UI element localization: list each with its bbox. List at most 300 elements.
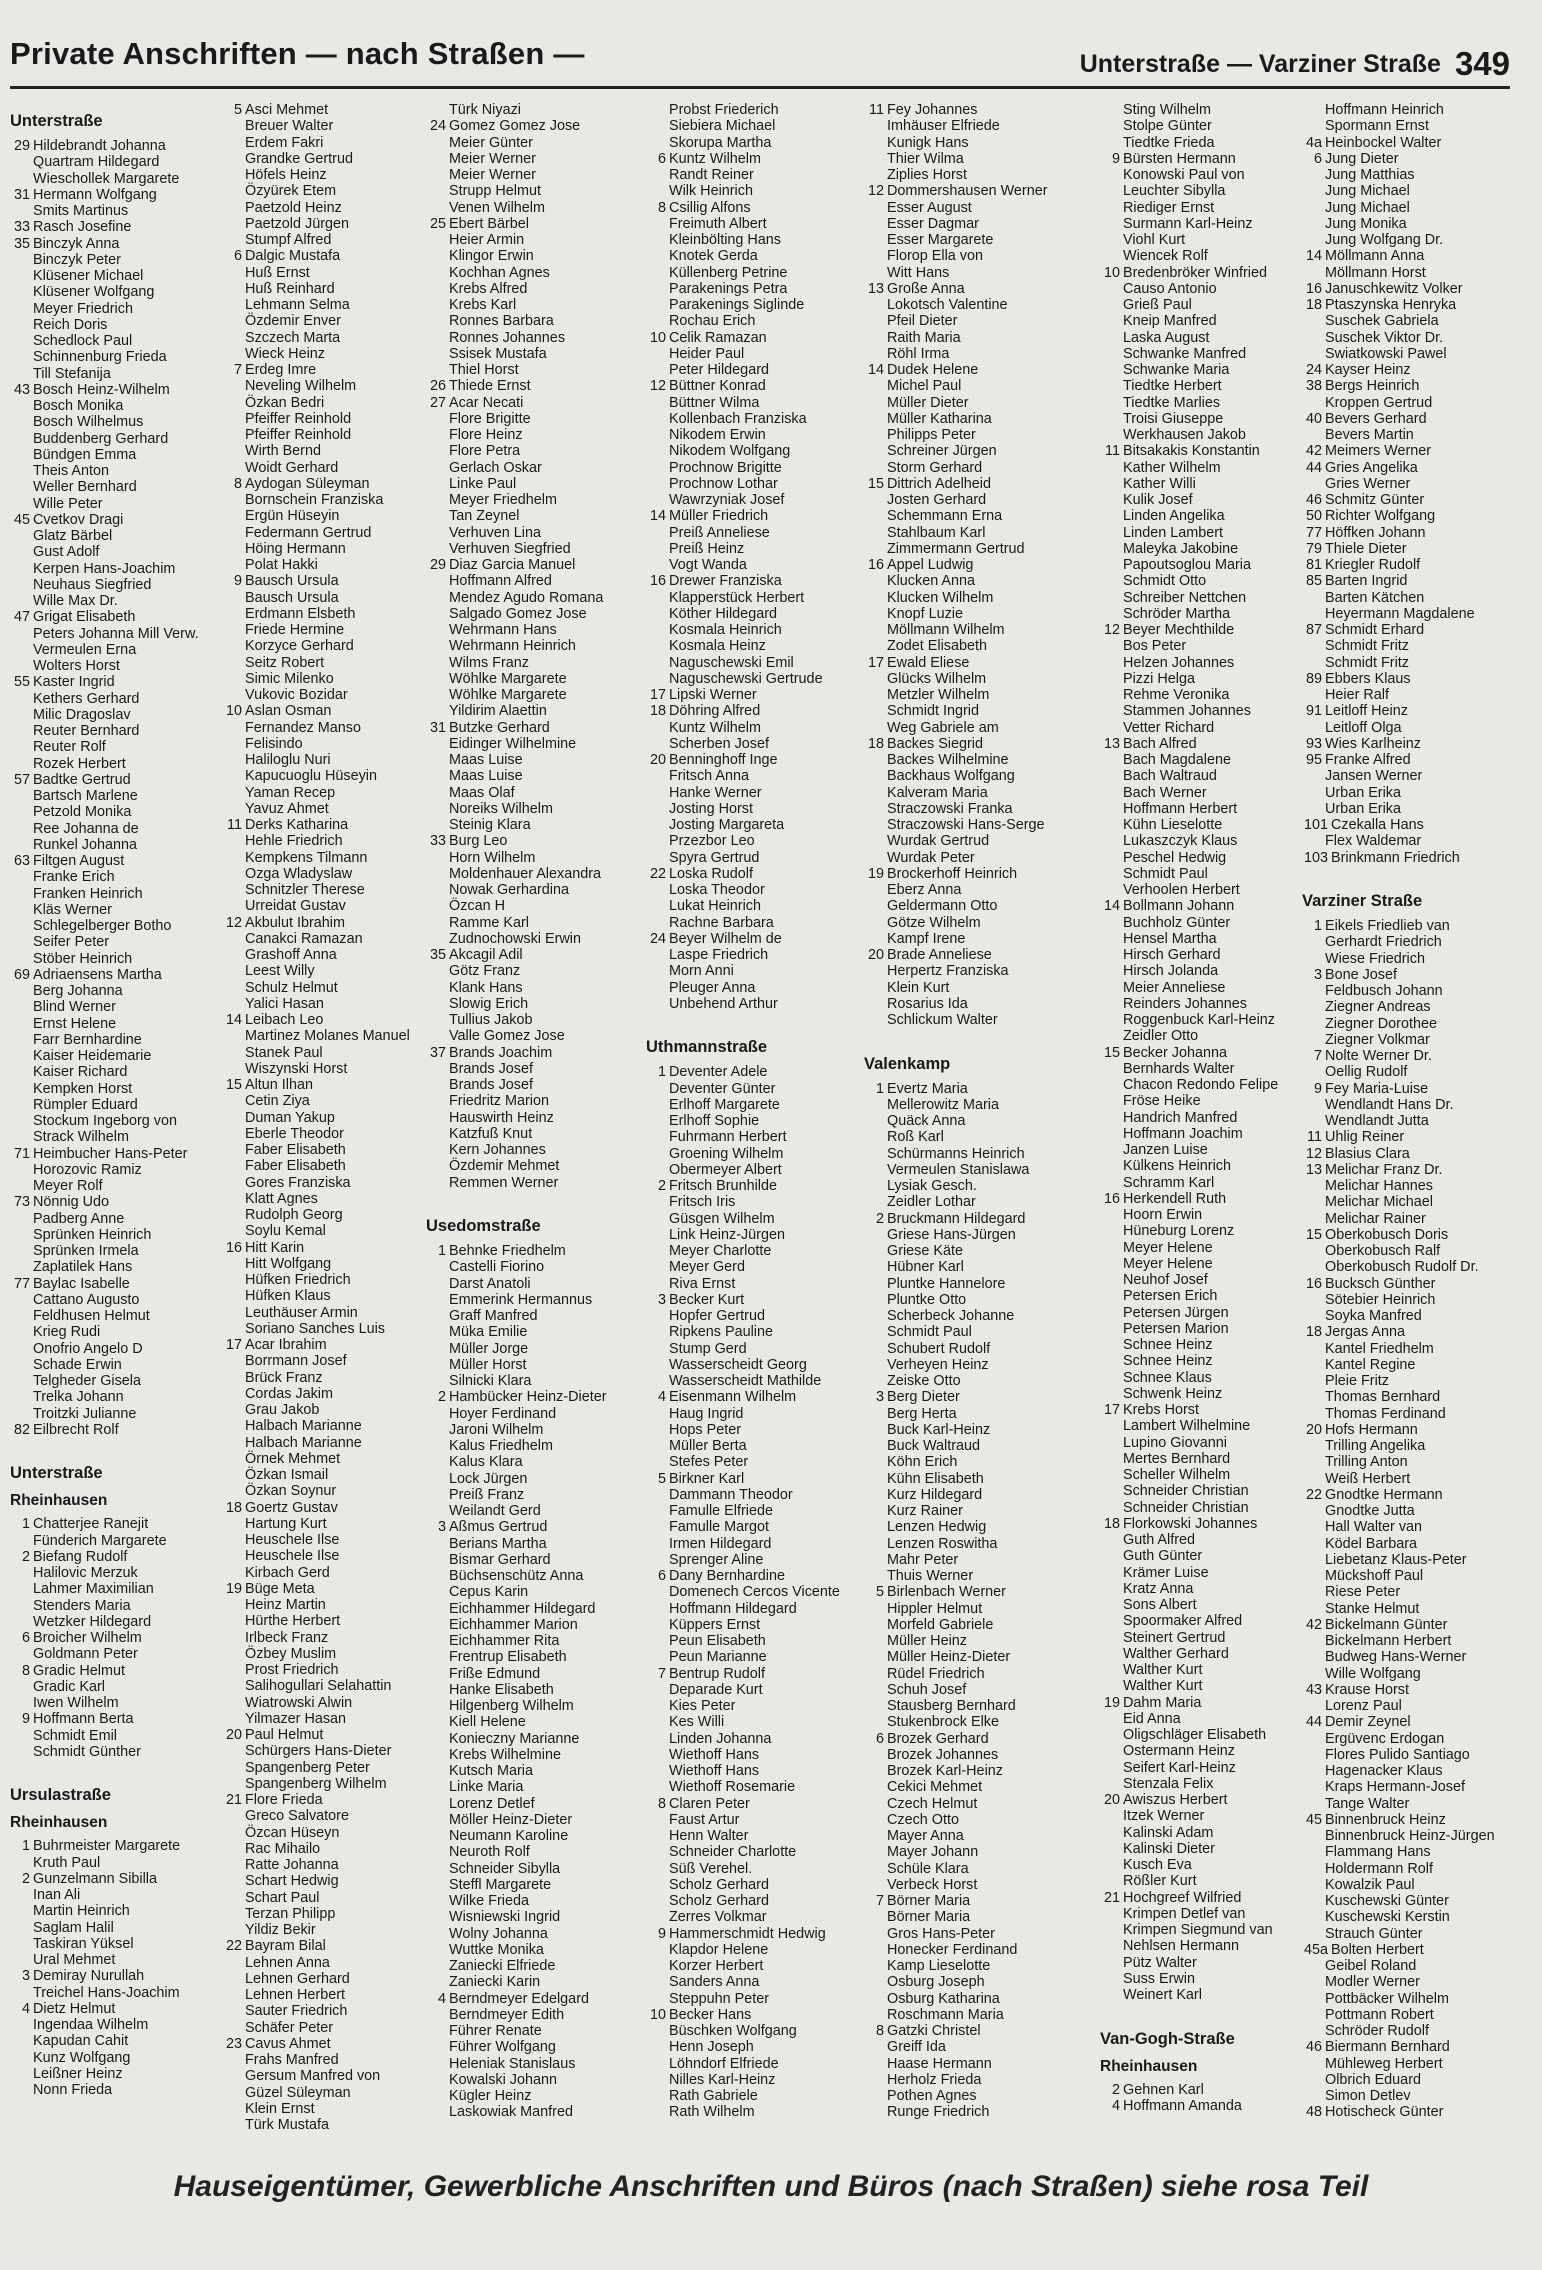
resident-name: Hoffmann Hildegard <box>669 1600 797 1617</box>
house-number: 85 <box>1305 573 1322 590</box>
resident-entry <box>426 1828 636 1844</box>
resident-name: Herkendell Ruth <box>1123 1190 1227 1207</box>
resident-name: Flore Frieda <box>245 1792 323 1808</box>
resident-name: Deventer Günter <box>669 1080 776 1097</box>
house-number: 101 <box>1303 817 1328 833</box>
resident-entry <box>222 996 432 1012</box>
resident-name: Müller Katharina <box>887 410 992 427</box>
resident-entry <box>426 492 636 508</box>
resident-entry <box>864 281 1074 297</box>
resident-name: Greiff Ida <box>887 2039 946 2056</box>
resident-name: Metzler Wilhelm <box>887 687 990 703</box>
resident-name: Pleie Fritz <box>1325 1373 1389 1389</box>
house-number: 11 <box>869 102 884 118</box>
resident-name: Möllmann Anna <box>1325 248 1425 265</box>
resident-entry <box>864 963 1074 979</box>
resident-name: Schnee Heinz <box>1123 1353 1213 1370</box>
resident-entry <box>646 573 856 589</box>
resident-name: Fuhrmann Herbert <box>669 1129 787 1146</box>
resident-name: Jung Matthias <box>1325 167 1415 183</box>
resident-entry <box>222 638 432 654</box>
resident-name: Trilling Angelika <box>1325 1438 1426 1454</box>
resident-entry <box>222 1045 432 1061</box>
resident-entry <box>10 1389 220 1405</box>
house-number: 8 <box>657 1795 666 1812</box>
resident-name: Janzen Luise <box>1123 1142 1208 1158</box>
resident-name: Slowig Erich <box>449 995 529 1012</box>
resident-entry <box>222 1825 432 1841</box>
resident-name: Bausch Ursula <box>245 573 339 590</box>
resident-name: Terzan Philipp <box>245 1905 336 1922</box>
resident-entry <box>10 1855 220 1871</box>
resident-entry <box>10 918 220 934</box>
resident-name: Bach Werner <box>1123 784 1207 801</box>
resident-name: Schuh Josef <box>887 1681 967 1698</box>
resident-entry <box>10 707 220 723</box>
resident-name: Laskowiak Manfred <box>449 2104 573 2121</box>
resident-name: Bruckmann Hildegard <box>887 1210 1026 1227</box>
house-number: 24 <box>649 930 666 947</box>
resident-entry <box>1302 265 1512 281</box>
resident-entry <box>222 1175 432 1191</box>
resident-name: Özkan Bedri <box>245 394 325 411</box>
resident-name: Dittrich Adelheid <box>887 475 991 492</box>
spacer <box>1302 866 1512 882</box>
resident-name: Cekici Mehmet <box>887 1779 983 1796</box>
resident-entry <box>426 167 636 183</box>
resident-name: Özcan Hüseyn <box>245 1824 340 1841</box>
resident-name: Roschmann Maria <box>887 2006 1004 2023</box>
resident-name: Wuttke Monika <box>449 1941 544 1958</box>
house-number: 5 <box>875 1584 884 1601</box>
house-number: 44 <box>1305 1714 1322 1731</box>
resident-entry <box>426 720 636 736</box>
resident-entry <box>426 655 636 671</box>
resident-name: Cetin Ziya <box>245 1093 310 1110</box>
resident-entry <box>10 1887 220 1903</box>
resident-entry <box>1302 1454 1512 1470</box>
resident-name: Butzke Gerhard <box>449 719 550 736</box>
resident-entry <box>1302 967 1512 983</box>
resident-name: Gerhardt Friedrich <box>1325 934 1442 951</box>
resident-entry <box>10 2001 220 2017</box>
resident-entry <box>10 414 220 430</box>
house-number: 6 <box>233 248 242 265</box>
resident-entry <box>864 1406 1074 1422</box>
house-number: 13 <box>1103 735 1120 752</box>
resident-name: Hensel Martha <box>1123 930 1217 947</box>
resident-name: Hüfken Friedrich <box>245 1272 351 1288</box>
resident-name: Börner Maria <box>887 1909 971 1926</box>
resident-name: Rosarius Ida <box>887 995 968 1012</box>
resident-name: Hopfer Gertrud <box>669 1308 765 1324</box>
resident-entry <box>646 833 856 849</box>
resident-name: Bevers Gerhard <box>1325 410 1427 427</box>
spacer <box>864 1028 1074 1044</box>
resident-entry <box>426 1045 636 1061</box>
resident-entry <box>864 898 1074 914</box>
resident-name: Tiedtke Marlies <box>1123 394 1221 411</box>
resident-entry <box>646 1877 856 1893</box>
resident-name: Parakenings Petra <box>669 280 788 297</box>
resident-entry <box>646 785 856 801</box>
resident-name: Awiszus Herbert <box>1123 1792 1228 1808</box>
resident-name: Pluntke Otto <box>887 1291 967 1308</box>
resident-entry <box>10 821 220 837</box>
resident-entry <box>646 1617 856 1633</box>
resident-entry <box>864 1698 1074 1714</box>
resident-name: Ziegner Andreas <box>1325 999 1431 1016</box>
resident-entry <box>222 590 432 606</box>
resident-name: Stolpe Günter <box>1123 118 1212 135</box>
house-number: 3 <box>1313 966 1322 983</box>
resident-name: Meyer Helene <box>1123 1255 1213 1272</box>
resident-entry <box>646 1471 856 1487</box>
resident-entry <box>864 1211 1074 1227</box>
resident-name: Kirbach Gerd <box>245 1564 330 1581</box>
resident-name: Weinert Karl <box>1123 1987 1202 2003</box>
resident-name: Steppuhn Peter <box>669 1990 770 2007</box>
resident-entry <box>1302 1926 1512 1942</box>
resident-entry <box>426 1259 636 1275</box>
resident-entry <box>646 1113 856 1129</box>
resident-name: Czech Otto <box>887 1811 959 1828</box>
resident-entry <box>864 330 1074 346</box>
resident-name: Bevers Martin <box>1325 427 1414 443</box>
house-number: 46 <box>1305 2039 1322 2056</box>
resident-entry <box>10 1178 220 1194</box>
house-number: 37 <box>429 1044 446 1061</box>
resident-entry <box>10 1565 220 1581</box>
resident-name: Milic Dragoslav <box>33 706 131 723</box>
district-heading: Rheinhausen <box>1100 2057 1198 2075</box>
resident-entry <box>426 1666 636 1682</box>
resident-name: Herholz Frieda <box>887 2071 982 2088</box>
resident-entry <box>1302 118 1512 134</box>
resident-entry <box>1302 151 1512 167</box>
resident-name: Horozovic Ramiz <box>33 1161 142 1178</box>
resident-entry <box>1100 882 1310 898</box>
resident-name: Pottmann Robert <box>1325 2006 1434 2023</box>
resident-name: Eidinger Wilhelmine <box>449 735 577 752</box>
resident-entry <box>222 1922 432 1938</box>
resident-name: Bickelmann Herbert <box>1325 1633 1452 1649</box>
resident-entry <box>426 703 636 719</box>
house-number: 4 <box>1111 2097 1120 2114</box>
resident-entry <box>646 1341 856 1357</box>
resident-name: Pfeiffer Reinhold <box>245 410 352 427</box>
resident-name: Zeidler Otto <box>1123 1028 1199 1045</box>
resident-name: Bürsten Hermann <box>1123 150 1236 167</box>
resident-name: Uhlig Reiner <box>1325 1129 1405 1146</box>
house-number: 45 <box>13 511 30 528</box>
resident-entry <box>426 1536 636 1552</box>
resident-entry <box>426 1926 636 1942</box>
resident-entry <box>222 1630 432 1646</box>
resident-entry <box>864 1666 1074 1682</box>
resident-name: Hanke Werner <box>669 784 762 801</box>
resident-entry <box>864 1601 1074 1617</box>
resident-name: Urreidat Gustav <box>245 898 346 915</box>
resident-entry <box>222 492 432 508</box>
resident-entry <box>426 118 636 134</box>
resident-entry <box>426 1276 636 1292</box>
resident-entry <box>864 1012 1074 1028</box>
resident-name: Quäck Anna <box>887 1113 966 1129</box>
resident-entry <box>1302 1487 1512 1503</box>
resident-name: Scholz Gerhard <box>669 1893 769 1909</box>
resident-entry <box>864 1584 1074 1600</box>
resident-name: Hermann Wolfgang <box>33 186 157 203</box>
resident-entry <box>1100 1045 1310 1061</box>
resident-name: Probst Friederich <box>669 102 779 118</box>
house-number: 8 <box>657 199 666 216</box>
resident-name: Kaster Ingrid <box>33 674 115 691</box>
resident-name: Mellerowitz Maria <box>887 1096 999 1113</box>
resident-name: Polat Hakki <box>245 557 318 573</box>
street-heading: Varziner Straße <box>1302 892 1423 910</box>
house-number: 1 <box>1313 918 1322 934</box>
house-number: 50 <box>1305 508 1322 525</box>
resident-entry <box>1302 378 1512 394</box>
resident-name: Eberz Anna <box>887 882 962 898</box>
resident-name: Josting Horst <box>669 800 753 817</box>
resident-entry <box>864 882 1074 898</box>
house-number: 1 <box>21 1838 30 1855</box>
resident-entry <box>426 1406 636 1422</box>
resident-entry <box>646 330 856 346</box>
resident-entry <box>646 1422 856 1438</box>
resident-name: Schürgers Hans-Dieter <box>245 1743 392 1760</box>
resident-entry <box>426 1942 636 1958</box>
resident-name: Gomez Gomez Jose <box>449 118 581 135</box>
resident-entry <box>222 931 432 947</box>
resident-name: Wöhlke Margarete <box>449 687 567 703</box>
resident-name: Dany Bernhardine <box>669 1568 785 1584</box>
resident-name: Graff Manfred <box>449 1308 538 1324</box>
resident-name: Bosch Wilhelmus <box>33 414 144 431</box>
resident-name: Schmidt Otto <box>1123 573 1207 590</box>
resident-entry <box>222 151 432 167</box>
resident-name: Schneider Christian <box>1123 1499 1249 1516</box>
resident-entry <box>222 232 432 248</box>
resident-entry <box>1100 1370 1310 1386</box>
resident-name: Hambücker Heinz-Dieter <box>449 1389 607 1406</box>
resident-name: Fey Maria-Luise <box>1325 1080 1429 1097</box>
resident-entry <box>222 1743 432 1759</box>
resident-name: Schlickum Walter <box>887 1012 998 1028</box>
resident-entry <box>1302 1698 1512 1714</box>
resident-entry <box>1302 216 1512 232</box>
district-heading: Rheinhausen <box>10 1814 108 1832</box>
resident-entry <box>222 1760 432 1776</box>
resident-entry <box>864 2007 1074 2023</box>
resident-entry <box>1302 999 1512 1015</box>
house-number: 22 <box>225 1938 242 1955</box>
resident-entry <box>1100 1028 1310 1044</box>
resident-entry <box>1100 687 1310 703</box>
resident-name: Bolten Herbert <box>1331 1941 1424 1958</box>
resident-name: Brozek Gerhard <box>887 1730 989 1747</box>
resident-entry <box>1302 606 1512 622</box>
resident-entry <box>1302 395 1512 411</box>
resident-entry <box>646 752 856 768</box>
resident-entry <box>1100 1727 1310 1743</box>
resident-entry <box>1100 1126 1310 1142</box>
resident-entry <box>864 1731 1074 1747</box>
resident-entry <box>1302 1536 1512 1552</box>
resident-name: Dahm Maria <box>1123 1694 1202 1711</box>
resident-name: Bornschein Franziska <box>245 492 384 508</box>
resident-name: Leitloff Olga <box>1325 719 1402 736</box>
resident-entry <box>10 284 220 300</box>
resident-name: Vogt Wanda <box>669 557 747 573</box>
resident-name: Gries Werner <box>1325 475 1411 492</box>
house-number: 12 <box>1305 1145 1322 1162</box>
resident-entry <box>1100 703 1310 719</box>
resident-entry <box>10 691 220 707</box>
resident-name: Florkowski Johannes <box>1123 1515 1258 1532</box>
resident-entry <box>426 1991 636 2007</box>
resident-name: Jung Wolfgang Dr. <box>1325 232 1444 248</box>
resident-name: Schmidt Ingrid <box>887 703 979 720</box>
resident-entry <box>646 508 856 524</box>
resident-entry <box>10 674 220 690</box>
house-number: 77 <box>13 1275 30 1292</box>
resident-name: Binczyk Peter <box>33 251 121 268</box>
resident-name: Kulik Josef <box>1123 492 1193 508</box>
resident-name: Bollmann Johann <box>1123 898 1235 915</box>
resident-name: Naguschewski Emil <box>669 654 794 671</box>
resident-entry <box>222 866 432 882</box>
house-number: 17 <box>649 687 666 703</box>
resident-entry <box>1100 443 1310 459</box>
resident-entry <box>10 772 220 788</box>
resident-entry <box>646 525 856 541</box>
resident-entry <box>10 886 220 902</box>
resident-name: Schmidt Paul <box>1123 865 1208 882</box>
house-number: 31 <box>429 719 446 736</box>
resident-entry <box>646 1568 856 1584</box>
resident-name: Ssisek Mustafa <box>449 345 547 362</box>
resident-name: Naguschewski Gertrude <box>669 670 823 687</box>
resident-entry <box>646 1731 856 1747</box>
resident-name: Maas Olaf <box>449 784 515 801</box>
resident-entry <box>426 606 636 622</box>
resident-name: Erdem Fakri <box>245 134 324 151</box>
resident-name: Schemmann Erna <box>887 508 1003 525</box>
street-heading: Ursulastraße <box>10 1786 111 1805</box>
resident-name: Aslan Osman <box>245 703 332 720</box>
resident-name: Krebs Karl <box>449 297 517 313</box>
resident-name: Vermeulen Erna <box>33 641 137 658</box>
resident-name: Simon Detlev <box>1325 2088 1411 2104</box>
resident-entry <box>864 590 1074 606</box>
resident-entry <box>646 1552 856 1568</box>
resident-name: Stenders Maria <box>33 1597 131 1614</box>
resident-entry <box>646 200 856 216</box>
resident-entry <box>646 622 856 638</box>
resident-name: Kleinbölting Hans <box>669 232 781 248</box>
resident-name: Löhndorf Elfriede <box>669 2055 779 2072</box>
resident-name: Klank Hans <box>449 979 523 996</box>
resident-entry <box>1100 752 1310 768</box>
resident-entry <box>646 1536 856 1552</box>
resident-entry <box>646 2056 856 2072</box>
resident-name: Hoffmann Herbert <box>1123 800 1238 817</box>
resident-name: Hotischeck Günter <box>1325 2104 1444 2121</box>
house-number: 43 <box>1305 1681 1322 1698</box>
resident-name: Schedlock Paul <box>33 333 133 349</box>
resident-name: Külkens Heinrich <box>1123 1158 1231 1175</box>
resident-entry <box>1100 167 1310 183</box>
house-number: 20 <box>225 1727 242 1743</box>
resident-name: Tiedtke Frieda <box>1123 134 1215 151</box>
resident-name: Chatterjee Ranejit <box>33 1516 149 1533</box>
resident-entry <box>1100 1711 1310 1727</box>
resident-entry <box>1100 1110 1310 1126</box>
resident-name: Güzel Süleyman <box>245 2084 351 2101</box>
resident-name: Petersen Erich <box>1123 1288 1218 1305</box>
resident-entry <box>1100 1646 1310 1662</box>
resident-entry <box>1302 768 1512 784</box>
house-number: 31 <box>13 186 30 203</box>
resident-name: Bach Magdalene <box>1123 752 1232 768</box>
resident-name: Cepus Karin <box>449 1584 529 1601</box>
resident-entry <box>1302 313 1512 329</box>
resident-name: Schubert Rudolf <box>887 1340 991 1357</box>
resident-entry <box>1100 460 1310 476</box>
resident-entry <box>10 1936 220 1952</box>
resident-name: Bitsakakis Konstantin <box>1123 443 1260 460</box>
resident-name: Becker Hans <box>669 2006 752 2023</box>
house-number: 42 <box>1305 1616 1322 1633</box>
resident-entry <box>1100 768 1310 784</box>
resident-entry <box>10 1406 220 1422</box>
resident-entry <box>426 1454 636 1470</box>
resident-entry <box>10 528 220 544</box>
house-number: 91 <box>1305 703 1322 720</box>
resident-entry <box>1302 850 1512 866</box>
resident-name: Wiethoff Hans <box>669 1763 760 1779</box>
resident-name: Krebs Wilhelmine <box>449 1746 561 1763</box>
resident-entry <box>426 622 636 638</box>
resident-entry <box>646 1747 856 1763</box>
resident-entry <box>10 593 220 609</box>
resident-name: Dammann Theodor <box>669 1486 793 1503</box>
resident-name: Walther Kurt <box>1123 1678 1203 1695</box>
house-number: 12 <box>649 378 666 395</box>
resident-entry <box>1100 573 1310 589</box>
house-number: 6 <box>875 1730 884 1747</box>
resident-name: Jaroni Wilhelm <box>449 1421 544 1438</box>
resident-entry <box>10 1081 220 1097</box>
resident-name: Rath Wilhelm <box>669 2104 755 2121</box>
house-number: 17 <box>1103 1402 1120 1418</box>
resident-entry <box>1302 1779 1512 1795</box>
resident-entry <box>864 1682 1074 1698</box>
resident-entry <box>426 882 636 898</box>
resident-entry <box>1302 1731 1512 1747</box>
house-number: 16 <box>1103 1190 1120 1207</box>
resident-entry <box>1100 248 1310 264</box>
resident-name: Bayram Bilal <box>245 1938 326 1955</box>
resident-name: Brands Joachim <box>449 1044 553 1061</box>
resident-name: Ural Mehmet <box>33 1952 116 1968</box>
resident-name: Rozek Herbert <box>33 755 126 772</box>
resident-entry <box>646 378 856 394</box>
resident-entry <box>10 1162 220 1178</box>
